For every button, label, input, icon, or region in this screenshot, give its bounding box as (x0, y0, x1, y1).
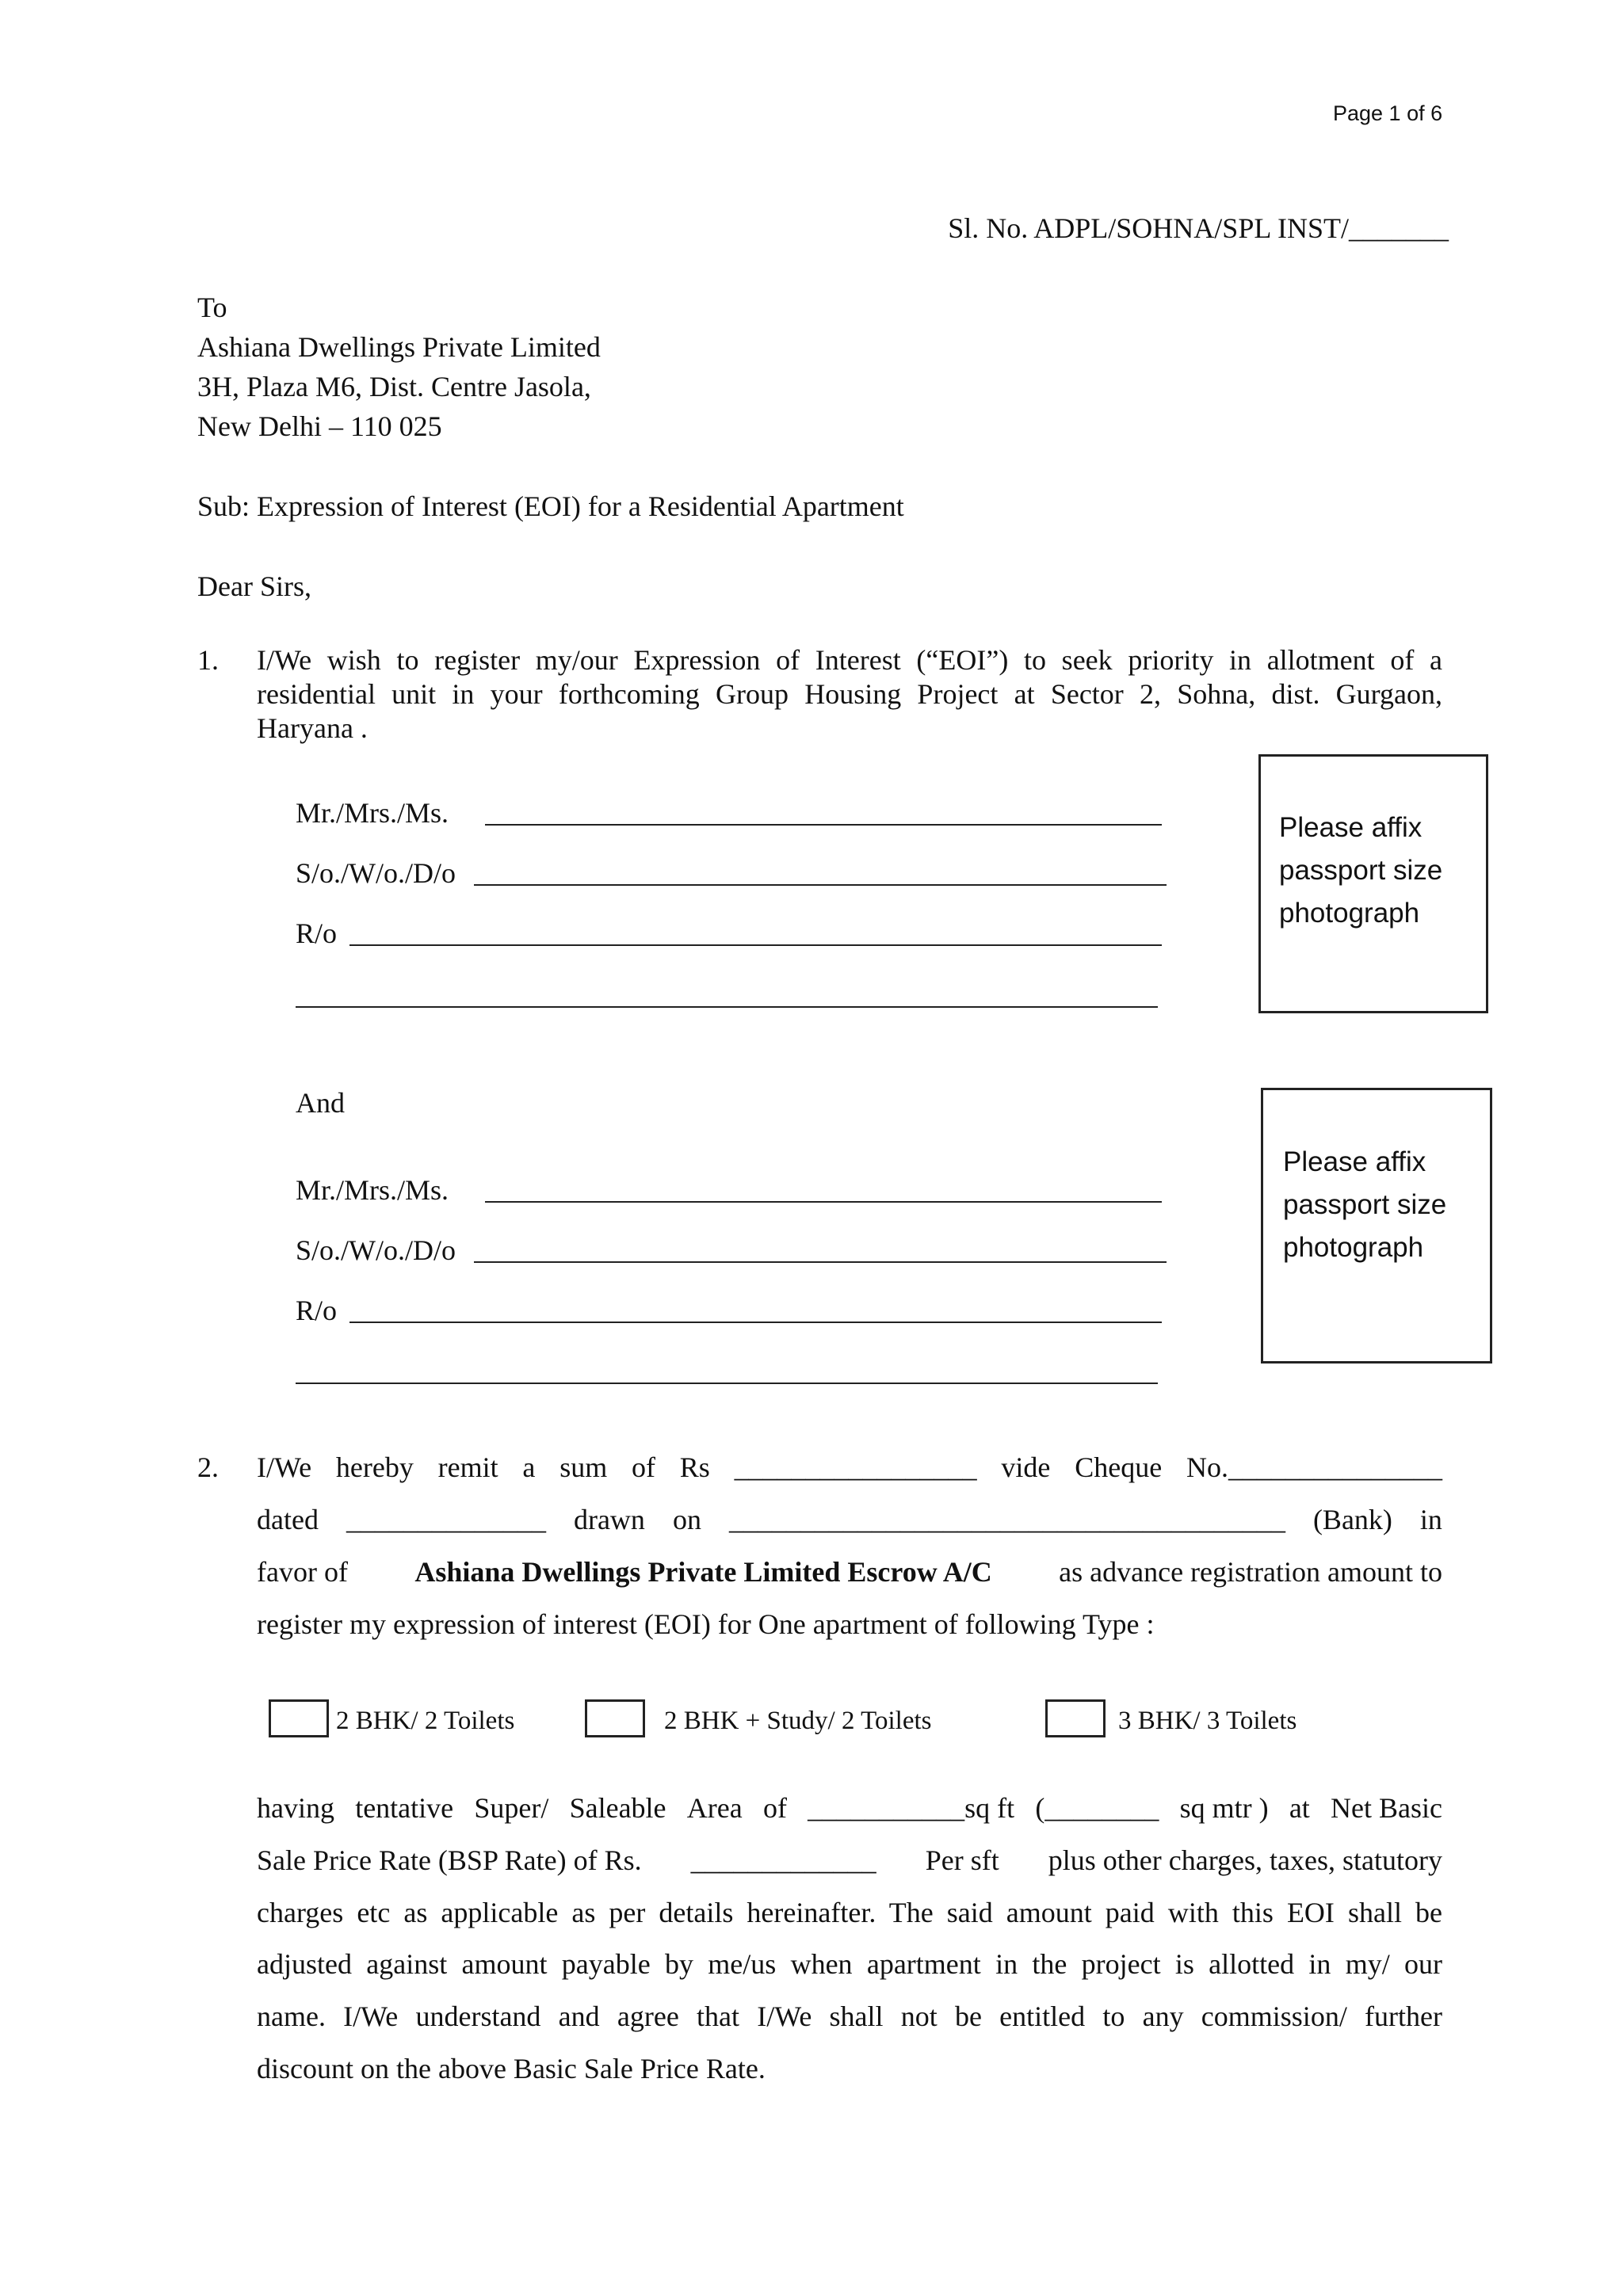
para3-word: of (762, 1792, 787, 1824)
para2-favor-bold: Ashiana Dwellings Private Limited Escrow A/C (414, 1556, 992, 1588)
para2-word: Cheque (1075, 1451, 1163, 1483)
applicant-1-residence-label: R/o (296, 917, 338, 949)
cheque-number-blank[interactable]: No._______________ (1186, 1451, 1442, 1483)
para1-number: 1. (197, 644, 219, 676)
applicant-2-residence-label: R/o (296, 1295, 338, 1326)
para3-line-4: adjusted against amount payable by me/us when apartment in the project is allotted in my/ our (257, 1948, 1442, 1980)
photo-box-1-line-2: passport size (1279, 855, 1443, 886)
para2-favor-post: as advance registration amount to (1059, 1556, 1442, 1588)
applicant-1-name-field[interactable] (485, 824, 1162, 826)
para2-favor-pre: favor of (257, 1556, 348, 1588)
para2-word: remit (437, 1451, 498, 1483)
para2-line-4: register my expression of interest (EOI) for One apartment of following Type : (257, 1608, 1155, 1640)
para2-number: 2. (197, 1451, 219, 1483)
photo-box-1-text (1279, 807, 1442, 935)
page-number: Page 1 of 6 (1333, 101, 1443, 125)
para3-charges: plus other charges, taxes, statutory (1048, 1844, 1442, 1876)
serial-number: Sl. No. ADPL/SOHNA/SPL INST/_______ (948, 212, 1449, 244)
unit-type-2bhk-checkbox[interactable] (269, 1699, 329, 1737)
photo-box-2-line-1: Please affix (1283, 1146, 1426, 1177)
unit-type-3bhk-checkbox[interactable] (1045, 1699, 1106, 1737)
para2-word: of (632, 1451, 655, 1483)
area-sqft-blank[interactable]: ___________sq ft (808, 1792, 1015, 1824)
para2-word: dated (257, 1504, 319, 1535)
applicant-2-name-field[interactable] (485, 1201, 1162, 1203)
photo-box-2-line-3: photograph (1283, 1232, 1424, 1263)
para2-word: a (522, 1451, 536, 1483)
applicant-1-relation-label: S/o./W/o./D/o (296, 857, 456, 889)
photo-box-1-line-3: photograph (1279, 898, 1420, 929)
unit-type-3bhk-label: 3 BHK/ 3 Toilets (1118, 1707, 1297, 1735)
applicant-1-name-label: Mr./Mrs./Ms. (296, 797, 449, 829)
para3-per-sft: Per sft (925, 1844, 999, 1876)
para2-word: Rs (679, 1451, 710, 1483)
para3-word: at (1289, 1792, 1310, 1824)
applicant-1-relation-field[interactable] (474, 884, 1167, 886)
para3-word: Super/ (474, 1792, 549, 1824)
date-blank[interactable]: ______________ (346, 1504, 546, 1535)
para2-word: on (672, 1504, 701, 1535)
para3-bsp-label: Sale Price Rate (BSP Rate) of Rs. (257, 1844, 642, 1876)
para2-word: (Bank) (1312, 1504, 1392, 1535)
para2-word: vide (1001, 1451, 1051, 1483)
subject-line: Sub: Expression of Interest (EOI) for a Residential Apartment (197, 490, 904, 522)
applicant-2-relation-field[interactable] (474, 1261, 1167, 1263)
photo-box-2-line-2: passport size (1283, 1189, 1447, 1220)
para2-word: sum (559, 1451, 608, 1483)
salutation: Dear Sirs, (197, 570, 311, 602)
para2-line-1 (257, 1453, 1442, 1482)
photo-box-2-text (1283, 1141, 1446, 1269)
unit-type-2bhk-study-checkbox[interactable] (585, 1699, 645, 1737)
para3-word: Area (686, 1792, 743, 1824)
applicant-2-residence-field[interactable] (349, 1322, 1162, 1323)
para1-line-1: I/We wish to register my/our Expression of Interest (“EOI”) to seek priority in allotment of a (257, 644, 1442, 676)
para3-word: sq mtr ) (1179, 1792, 1269, 1824)
para2-word: I/We (257, 1451, 312, 1483)
area-sqmtr-blank[interactable]: (________ (1035, 1792, 1159, 1824)
bank-blank[interactable]: _______________________________________ (728, 1504, 1285, 1535)
address-line-2: New Delhi – 110 025 (197, 410, 442, 442)
unit-type-2bhk-study-label: 2 BHK + Study/ 2 Toilets (664, 1707, 932, 1735)
para3-line-3: charges etc as applicable as per details hereinafter. The said amount paid with this EOI shall be (257, 1897, 1442, 1928)
applicant-2-residence-field-2[interactable] (296, 1383, 1158, 1384)
para3-line-5: name. I/We understand and agree that I/We shall not be entitled to any commission/ further (257, 2000, 1442, 2032)
para3-word: Net Basic (1331, 1792, 1442, 1824)
para3-word: Saleable (569, 1792, 666, 1824)
para2-line-3 (257, 1558, 1442, 1586)
para3-word: tentative (355, 1792, 454, 1824)
para2-word: in (1419, 1504, 1442, 1535)
applicant-1-residence-field-2[interactable] (296, 1006, 1158, 1008)
para3-line-6: discount on the above Basic Sale Price Rate. (257, 2053, 766, 2084)
amount-blank[interactable]: _________________ (734, 1451, 977, 1483)
address-to: To (197, 292, 227, 323)
and-label: And (296, 1087, 345, 1119)
applicant-2-name-label: Mr./Mrs./Ms. (296, 1174, 449, 1206)
para2-word: hereby (335, 1451, 414, 1483)
para3-line-1 (257, 1794, 1442, 1822)
para1-line-2: residential unit in your forthcoming Group Housing Project at Sector 2, Sohna, dist. Gurgaon, (257, 678, 1442, 710)
address-line-1: 3H, Plaza M6, Dist. Centre Jasola, (197, 371, 591, 402)
applicant-1-residence-field[interactable] (349, 944, 1162, 946)
address-company: Ashiana Dwellings Private Limited (197, 331, 601, 363)
photo-box-1-line-1: Please affix (1279, 812, 1423, 843)
bsp-rate-blank[interactable]: _____________ (690, 1844, 876, 1876)
para2-word: drawn (573, 1504, 645, 1535)
applicant-2-relation-label: S/o./W/o./D/o (296, 1234, 456, 1266)
unit-type-2bhk-label: 2 BHK/ 2 Toilets (336, 1707, 515, 1735)
para2-line-2 (257, 1505, 1442, 1534)
para3-line-2 (257, 1846, 1442, 1875)
para1-line-3: Haryana . (257, 712, 368, 744)
para3-word: having (257, 1792, 334, 1824)
